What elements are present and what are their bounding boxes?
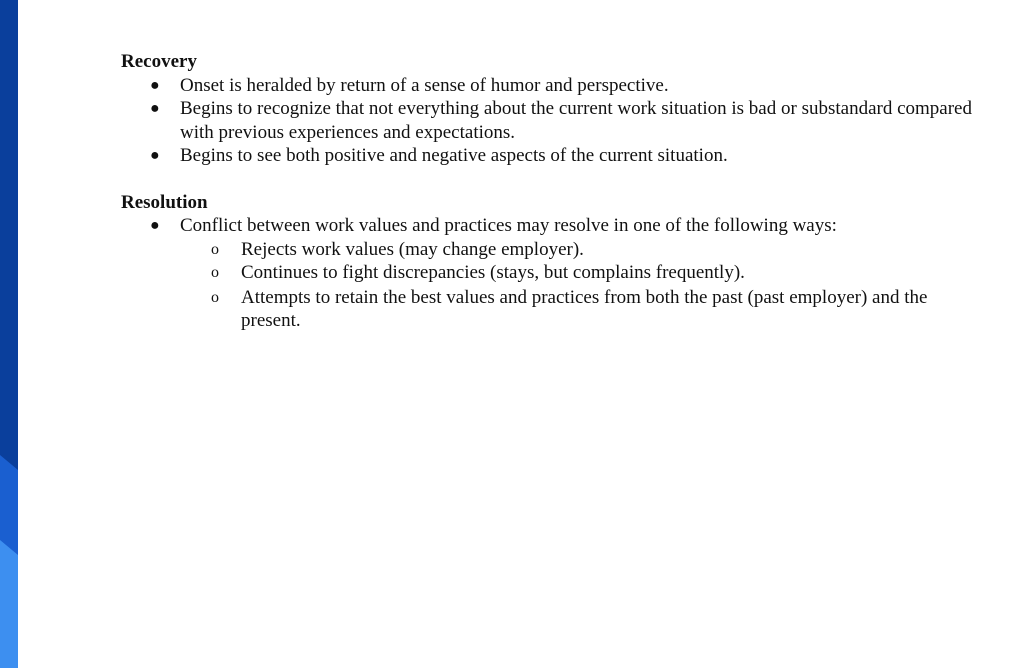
sub-list-item: [121, 261, 981, 285]
sub-list-item-text: Attempts to retain the best values and practices from both the past (past employer) and the present.: [241, 286, 928, 331]
bullet-list: [121, 74, 981, 168]
list-item: [121, 144, 981, 168]
circle-bullet-icon: o: [211, 240, 219, 258]
accent-strip-graphic: [0, 0, 18, 668]
sub-bullet-list: [180, 238, 981, 333]
list-item-text: Onset is heralded by return of a sense of humor and perspective.: [180, 74, 669, 96]
sub-list-item-text: Rejects work values (may change employer).: [241, 238, 584, 260]
bullet-icon: ●: [150, 147, 160, 164]
sub-list-item-text: Continues to fight discrepancies (stays, but complains frequently).: [241, 262, 745, 283]
list-item-text: Conflict between work values and practices may resolve in one of the following ways:: [180, 215, 837, 236]
section-heading: Resolution: [121, 191, 208, 213]
bullet-icon: ●: [150, 100, 160, 117]
circle-bullet-icon: o: [211, 264, 219, 281]
list-item: [121, 74, 981, 98]
section-recovery: [121, 50, 981, 168]
bullet-icon: ●: [150, 217, 160, 234]
circle-bullet-icon: o: [211, 288, 219, 306]
list-item-text: Begins to recognize that not everything about the current work situation is bad or substandard compared with previous experiences and expectations.: [180, 98, 972, 143]
list-item: [121, 97, 981, 144]
bullet-list: [121, 214, 981, 333]
list-item-text: Begins to see both positive and negative aspects of the current situation.: [180, 145, 728, 166]
sub-list-item: [121, 286, 981, 333]
document-body: [121, 50, 981, 333]
section-heading: Recovery: [121, 51, 197, 72]
left-accent-strip: [0, 0, 18, 668]
section-resolution: [121, 191, 981, 333]
bullet-icon: ●: [150, 76, 160, 94]
list-item: [121, 214, 981, 333]
sub-list-item: [121, 238, 981, 262]
